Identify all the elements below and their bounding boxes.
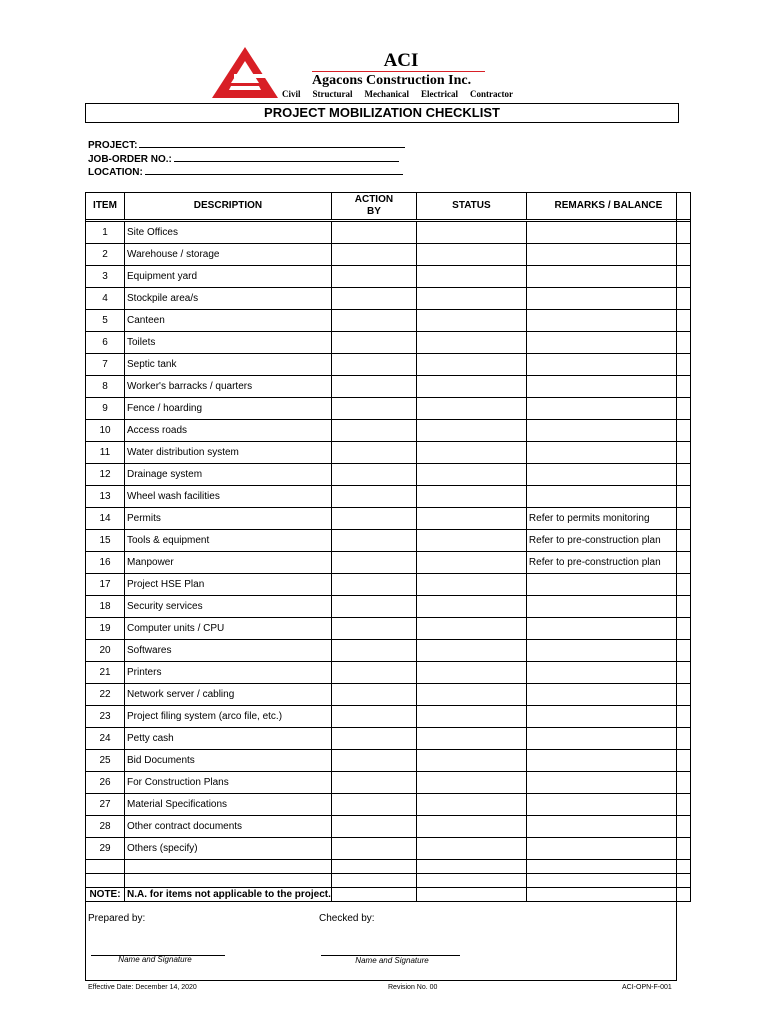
item-description: Project HSE Plan — [125, 574, 332, 596]
status-cell[interactable] — [416, 816, 526, 838]
remarks-cell[interactable] — [526, 310, 690, 332]
item-number: 18 — [86, 596, 125, 618]
status-cell[interactable] — [416, 838, 526, 860]
action-by-cell[interactable] — [331, 442, 416, 464]
item-description: Other contract documents — [125, 816, 332, 838]
table-row — [86, 354, 691, 376]
table-row — [86, 596, 691, 618]
item-description: Water distribution system — [125, 442, 332, 464]
action-by-cell[interactable] — [331, 838, 416, 860]
status-cell[interactable] — [416, 794, 526, 816]
item-number: 13 — [86, 486, 125, 508]
table-row — [86, 464, 691, 486]
status-cell[interactable] — [416, 332, 526, 354]
table-row — [86, 552, 691, 574]
item-description — [125, 860, 332, 874]
remarks-cell[interactable] — [526, 794, 690, 816]
status-cell[interactable] — [416, 464, 526, 486]
status-cell[interactable] — [416, 310, 526, 332]
remarks-cell[interactable]: Refer to pre-construction plan — [526, 552, 690, 574]
table-row — [86, 288, 691, 310]
brand-code: ACI — [383, 50, 419, 71]
table-row — [86, 266, 691, 288]
item-description: Septic tank — [125, 354, 332, 376]
checked-by-label: Checked by: — [319, 913, 375, 924]
status-cell[interactable] — [416, 640, 526, 662]
action-by-cell[interactable] — [331, 310, 416, 332]
status-cell[interactable] — [416, 860, 526, 874]
status-cell[interactable] — [416, 662, 526, 684]
remarks-cell[interactable] — [526, 874, 690, 888]
status-cell[interactable] — [416, 552, 526, 574]
header-item: ITEM — [86, 193, 125, 220]
action-by-cell[interactable] — [331, 684, 416, 706]
status-cell[interactable] — [416, 574, 526, 596]
remarks-cell[interactable] — [526, 464, 690, 486]
item-description: Network server / cabling — [125, 684, 332, 706]
item-number: 27 — [86, 794, 125, 816]
note-label: NOTE: — [86, 888, 125, 902]
action-by-cell[interactable] — [331, 552, 416, 574]
table-row — [86, 376, 691, 398]
remarks-cell[interactable] — [526, 486, 690, 508]
item-description: Softwares — [125, 640, 332, 662]
item-number — [86, 874, 125, 888]
table-row — [86, 772, 691, 794]
table-row — [86, 618, 691, 640]
table-row — [86, 838, 691, 860]
table-row — [86, 706, 691, 728]
action-by-cell[interactable] — [331, 596, 416, 618]
header-status: STATUS — [416, 193, 526, 220]
remarks-cell[interactable] — [526, 618, 690, 640]
location-field[interactable] — [88, 165, 403, 179]
item-number: 8 — [86, 376, 125, 398]
item-number: 25 — [86, 750, 125, 772]
note-remarks-cell — [526, 888, 690, 902]
item-number: 3 — [86, 266, 125, 288]
discipline-civil: Civil — [282, 89, 301, 99]
status-cell[interactable] — [416, 376, 526, 398]
status-cell[interactable] — [416, 728, 526, 750]
action-by-cell[interactable] — [331, 244, 416, 266]
item-description: Tools & equipment — [125, 530, 332, 552]
note-status-cell — [416, 888, 526, 902]
item-description — [125, 874, 332, 888]
remarks-cell[interactable] — [526, 420, 690, 442]
action-by-cell[interactable] — [331, 288, 416, 310]
item-number: 20 — [86, 640, 125, 662]
item-description: Drainage system — [125, 464, 332, 486]
remarks-cell[interactable]: Refer to pre-construction plan — [526, 530, 690, 552]
item-description: Site Offices — [125, 222, 332, 244]
table-row — [86, 508, 691, 530]
remarks-cell[interactable] — [526, 640, 690, 662]
company-name: Agacons Construction Inc. — [312, 73, 472, 88]
effective-date: Effective Date: December 14, 2020 — [88, 984, 197, 991]
item-description: Stockpile area/s — [125, 288, 332, 310]
action-by-cell[interactable] — [331, 354, 416, 376]
header-action-line2: BY — [366, 206, 381, 217]
status-cell[interactable] — [416, 354, 526, 376]
status-cell[interactable] — [416, 874, 526, 888]
document-title: PROJECT MOBILIZATION CHECKLIST — [85, 103, 679, 123]
job-order-input-line[interactable] — [174, 152, 399, 162]
table-row — [86, 420, 691, 442]
item-number: 29 — [86, 838, 125, 860]
item-number — [86, 860, 125, 874]
status-cell[interactable] — [416, 508, 526, 530]
table-row — [86, 244, 691, 266]
discipline-contractor: Contractor — [470, 89, 513, 99]
item-number: 19 — [86, 618, 125, 640]
status-cell[interactable] — [416, 244, 526, 266]
item-number: 6 — [86, 332, 125, 354]
status-cell[interactable] — [416, 486, 526, 508]
item-description: Printers — [125, 662, 332, 684]
status-cell[interactable] — [416, 772, 526, 794]
project-label: PROJECT: — [88, 140, 138, 151]
table-row — [86, 728, 691, 750]
job-order-label: JOB-ORDER NO.: — [88, 154, 172, 165]
remarks-cell[interactable] — [526, 376, 690, 398]
item-number: 11 — [86, 442, 125, 464]
company-logo — [212, 47, 278, 98]
location-input-line[interactable] — [145, 165, 403, 175]
status-cell[interactable] — [416, 288, 526, 310]
remarks-cell[interactable] — [526, 398, 690, 420]
item-description: Toilets — [125, 332, 332, 354]
action-by-cell[interactable] — [331, 398, 416, 420]
table-row — [86, 486, 691, 508]
remarks-cell[interactable] — [526, 222, 690, 244]
status-cell[interactable] — [416, 266, 526, 288]
action-by-cell[interactable] — [331, 574, 416, 596]
remarks-cell[interactable] — [526, 332, 690, 354]
remarks-cell[interactable] — [526, 442, 690, 464]
table-row — [86, 816, 691, 838]
item-description: For Construction Plans — [125, 772, 332, 794]
action-by-cell[interactable] — [331, 508, 416, 530]
remarks-cell[interactable] — [526, 838, 690, 860]
table-row — [86, 332, 691, 354]
action-by-cell[interactable] — [331, 816, 416, 838]
item-description: Others (specify) — [125, 838, 332, 860]
table-row — [86, 794, 691, 816]
location-label: LOCATION: — [88, 167, 143, 178]
remarks-cell[interactable] — [526, 750, 690, 772]
discipline-structural: Structural — [312, 89, 353, 99]
form-code: ACI-OPN-F-001 — [622, 984, 672, 991]
action-by-cell[interactable] — [331, 222, 416, 244]
header-row — [86, 193, 691, 220]
item-description: Warehouse / storage — [125, 244, 332, 266]
action-by-cell[interactable] — [331, 486, 416, 508]
table-row — [86, 640, 691, 662]
table-row — [86, 398, 691, 420]
item-description: Wheel wash facilities — [125, 486, 332, 508]
brand-rule — [312, 71, 485, 72]
remarks-cell[interactable] — [526, 860, 690, 874]
checked-signature-caption: Name and Signature — [355, 956, 429, 965]
remarks-cell[interactable] — [526, 266, 690, 288]
item-number: 1 — [86, 222, 125, 244]
item-number: 15 — [86, 530, 125, 552]
action-by-cell[interactable] — [331, 662, 416, 684]
table-row — [86, 530, 691, 552]
action-by-cell[interactable] — [331, 794, 416, 816]
item-number: 7 — [86, 354, 125, 376]
item-number: 24 — [86, 728, 125, 750]
remarks-cell[interactable] — [526, 596, 690, 618]
status-cell[interactable] — [416, 750, 526, 772]
item-description: Worker's barracks / quarters — [125, 376, 332, 398]
remarks-cell[interactable] — [526, 816, 690, 838]
item-description: Material Specifications — [125, 794, 332, 816]
action-by-cell[interactable] — [331, 750, 416, 772]
status-cell[interactable] — [416, 618, 526, 640]
item-number: 28 — [86, 816, 125, 838]
table-row — [86, 684, 691, 706]
action-by-cell[interactable] — [331, 640, 416, 662]
remarks-cell[interactable] — [526, 288, 690, 310]
table-row — [86, 442, 691, 464]
action-by-cell[interactable] — [331, 266, 416, 288]
item-description: Security services — [125, 596, 332, 618]
action-by-cell[interactable] — [331, 420, 416, 442]
header-action-by — [331, 193, 416, 220]
item-description: Fence / hoarding — [125, 398, 332, 420]
item-number: 4 — [86, 288, 125, 310]
item-description: Manpower — [125, 552, 332, 574]
discipline-mechanical: Mechanical — [364, 89, 410, 99]
item-number: 16 — [86, 552, 125, 574]
project-field[interactable] — [88, 138, 405, 152]
action-by-cell[interactable] — [331, 464, 416, 486]
blank-row — [86, 860, 691, 874]
discipline-electrical: Electrical — [421, 89, 458, 99]
discipline-list — [282, 89, 513, 100]
item-number: 12 — [86, 464, 125, 486]
table-row — [86, 222, 691, 244]
project-input-line[interactable] — [139, 138, 405, 148]
status-cell[interactable] — [416, 398, 526, 420]
item-number: 23 — [86, 706, 125, 728]
item-number: 26 — [86, 772, 125, 794]
remarks-cell[interactable] — [526, 772, 690, 794]
remarks-cell[interactable] — [526, 244, 690, 266]
item-number: 14 — [86, 508, 125, 530]
item-number: 17 — [86, 574, 125, 596]
item-description: Equipment yard — [125, 266, 332, 288]
status-cell[interactable] — [416, 530, 526, 552]
item-description: Computer units / CPU — [125, 618, 332, 640]
remarks-cell[interactable] — [526, 684, 690, 706]
checklist-table — [85, 192, 691, 902]
item-number: 9 — [86, 398, 125, 420]
action-by-cell[interactable] — [331, 772, 416, 794]
item-number: 5 — [86, 310, 125, 332]
item-number: 10 — [86, 420, 125, 442]
note-text: N.A. for items not applicable to the project. — [125, 888, 332, 902]
header-action-line1: ACTION — [354, 194, 394, 205]
status-cell[interactable] — [416, 442, 526, 464]
item-number: 21 — [86, 662, 125, 684]
remarks-cell[interactable] — [526, 574, 690, 596]
action-by-cell[interactable] — [331, 332, 416, 354]
item-number: 2 — [86, 244, 125, 266]
action-by-cell[interactable] — [331, 874, 416, 888]
remarks-cell[interactable] — [526, 728, 690, 750]
job-order-field[interactable] — [88, 152, 399, 166]
prepared-signature-caption: Name and Signature — [118, 955, 192, 964]
item-description: Project filing system (arco file, etc.) — [125, 706, 332, 728]
remarks-cell[interactable] — [526, 662, 690, 684]
prepared-by-label: Prepared by: — [88, 913, 146, 924]
remarks-cell[interactable] — [526, 706, 690, 728]
item-description: Access roads — [125, 420, 332, 442]
item-number: 22 — [86, 684, 125, 706]
note-row — [86, 888, 691, 902]
status-cell[interactable] — [416, 420, 526, 442]
item-description: Permits — [125, 508, 332, 530]
action-by-cell[interactable] — [331, 376, 416, 398]
status-cell[interactable] — [416, 596, 526, 618]
header-description: DESCRIPTION — [125, 193, 332, 220]
action-by-cell[interactable] — [331, 860, 416, 874]
item-description: Canteen — [125, 310, 332, 332]
table-row — [86, 662, 691, 684]
blank-row — [86, 874, 691, 888]
item-description: Bid Documents — [125, 750, 332, 772]
remarks-cell[interactable]: Refer to permits monitoring — [526, 508, 690, 530]
remarks-cell[interactable] — [526, 354, 690, 376]
action-by-cell[interactable] — [331, 728, 416, 750]
table-row — [86, 750, 691, 772]
action-by-cell[interactable] — [331, 530, 416, 552]
status-cell[interactable] — [416, 706, 526, 728]
table-row — [86, 574, 691, 596]
status-cell[interactable] — [416, 684, 526, 706]
action-by-cell[interactable] — [331, 618, 416, 640]
action-by-cell[interactable] — [331, 706, 416, 728]
revision-number: Revision No. 00 — [388, 984, 438, 991]
header-remarks: REMARKS / BALANCE — [526, 193, 690, 220]
table-row — [86, 310, 691, 332]
status-cell[interactable] — [416, 222, 526, 244]
item-description: Petty cash — [125, 728, 332, 750]
note-action-cell — [331, 888, 416, 902]
